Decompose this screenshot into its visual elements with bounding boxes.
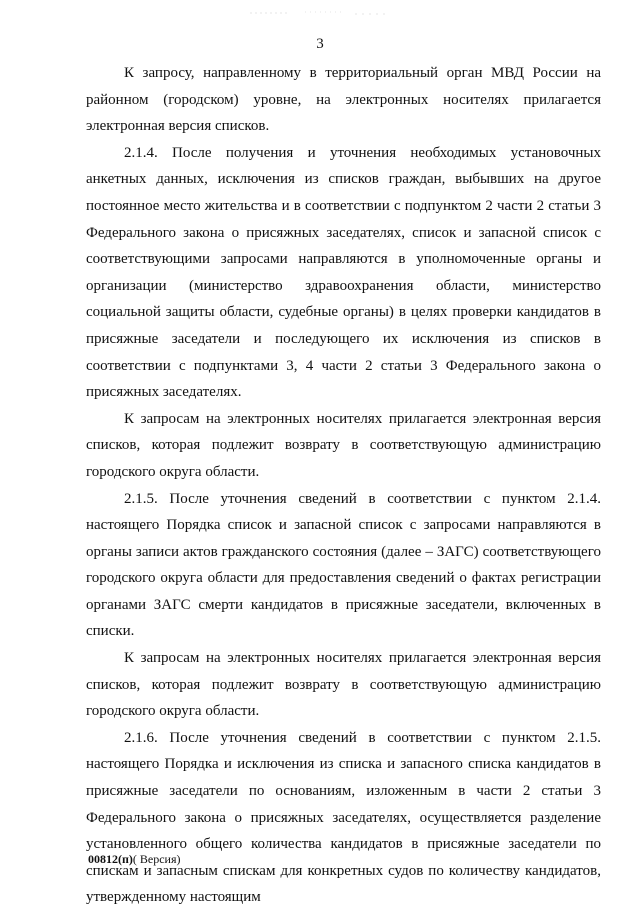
scan-artifact: [250, 8, 390, 18]
document-body: [86, 60, 601, 911]
paragraph: 2.1.4. После получения и уточнения необходимых установочных анкетных данных, исключения из списков граждан, выбывших на другое постоянное место жительства и в соответствии с подпунктом 2 части 2 статьи 3 Федерального закона о присяжных заседателях, список и запасной список с соответствующими запросами направляются в уполномоченные органы и организации (министерство здравоохранения области, министерство социальной защиты области, судебные органы) в целях проверки кандидатов в присяжные заседатели и последующего их исключения из списков в соответствии с подпунктами 3, 4 части 2 статьи 3 Федерального закона о присяжных заседателях.: [86, 144, 601, 401]
document-footer: [88, 852, 181, 867]
document-version: ( Версия): [132, 852, 181, 866]
paragraph: 2.1.5. После уточнения сведений в соответствии с пунктом 2.1.4. настоящего Порядка список и запасной список с запросами направляются в органы записи актов гражданского состояния (далее – ЗАГС) соответствующего городского округа области для предоставления сведений о фактах регистрации органами ЗАГС смерти кандидатов в присяжные заседатели, включенных в списки.: [86, 490, 601, 640]
paragraph: К запросу, направленному в территориальный орган МВД России на районном (городском) уровне, на электронных носителях прилагается электронная версия списков.: [86, 65, 601, 135]
document-code: 00812(п): [88, 852, 133, 866]
paragraph: 2.1.6. После уточнения сведений в соответствии с пунктом 2.1.5. настоящего Порядка и исключения из списка и запасного списка кандидатов в присяжные заседатели по основаниям, изложенным в части 2 статьи 3 Федерального закона о присяжных заседателях, осуществляется разделение установленного общего количества кандидатов в присяжные заседатели по спискам и запасным спискам для конкретных судов по количеству кандидатов, утвержденному настоящим: [86, 729, 601, 906]
paragraph: К запросам на электронных носителях прилагается электронная версия списков, которая подлежит возврату в соответствующую администрацию городского округа области.: [86, 650, 601, 720]
paragraph: К запросам на электронных носителях прилагается электронная версия списков, которая подлежит возврату в соответствующую администрацию городского округа области.: [86, 410, 601, 480]
page-number: 3: [316, 36, 324, 52]
